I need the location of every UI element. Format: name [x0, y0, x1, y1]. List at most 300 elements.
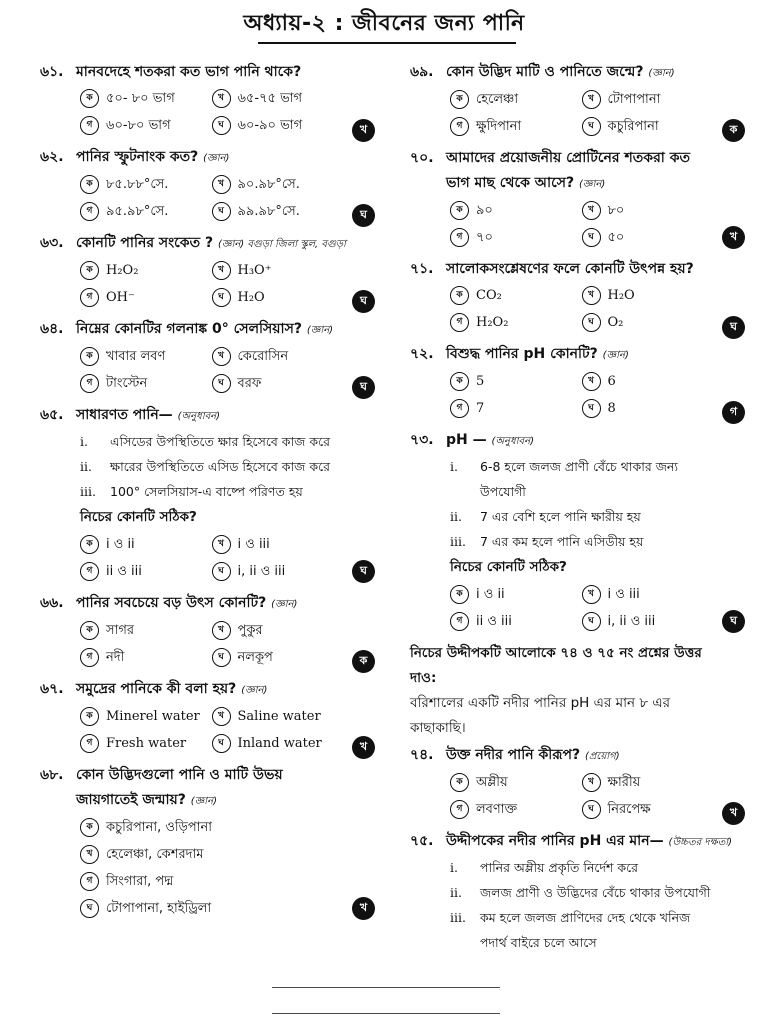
- statement-text: কম হলে জলজ প্রাণিদের দেহ থেকে খনিজ: [480, 910, 691, 925]
- statement-continued: [410, 479, 745, 504]
- option-text: পুকুর: [237, 623, 263, 638]
- question-text: সালোকসংশ্লেষণের ফলে কোনটি উৎপন্ন হয়?: [446, 261, 694, 277]
- option-text: ৯৫.৯৮°সে.: [106, 204, 169, 219]
- question-stem: বিশুদ্ধ পানির pH কোনটি?: [446, 346, 598, 362]
- option-letter: ক: [80, 707, 99, 726]
- answer-badge: ঘ: [352, 376, 375, 399]
- cognitive-tag: (জ্ঞান): [602, 350, 629, 361]
- stimulus-block: [410, 641, 745, 741]
- question-text: আমাদের প্রয়োজনীয় প্রোটিনের শতকরা কত: [446, 150, 691, 166]
- question-text: [76, 317, 375, 343]
- option-gha[interactable]: [212, 370, 344, 397]
- option-text: ক্ষুদিপানা: [476, 119, 522, 134]
- answer-badge: ঘ: [722, 610, 745, 633]
- option-kha[interactable]: [582, 769, 714, 796]
- option-ka[interactable]: [450, 581, 582, 608]
- option-text: নলকূপ: [237, 650, 273, 665]
- option-ka[interactable]: [450, 368, 582, 395]
- question-text: [446, 60, 745, 86]
- statement: [410, 880, 745, 905]
- statement-text: পদার্থ বাইরে চলে আসে: [480, 935, 597, 950]
- statement: [410, 905, 745, 930]
- question-text: কোন উদ্ভিদগুলো পানি ও মাটি উভয়: [76, 767, 283, 783]
- option-letter: গ: [80, 734, 99, 753]
- answer-badge: খ: [352, 119, 375, 142]
- option-letter: ঘ: [212, 648, 231, 667]
- option-gha[interactable]: [212, 730, 344, 757]
- option-letter: ঘ: [80, 899, 99, 918]
- stimulus-text: বরিশালের একটি নদীর পানির pH এর মান ৮ এর: [410, 695, 671, 711]
- option-gha[interactable]: [212, 198, 344, 225]
- question-text: [76, 145, 375, 171]
- question-number: ৬৩.: [40, 235, 64, 251]
- question-64: [40, 317, 375, 397]
- option-kha[interactable]: [212, 617, 344, 644]
- option-text: Minerel water: [106, 709, 200, 724]
- option-text: 8: [607, 401, 616, 416]
- option-kha[interactable]: [582, 581, 714, 608]
- option-ga[interactable]: [80, 370, 212, 397]
- cognitive-tag: (জ্ঞান): [578, 179, 606, 190]
- option-letter: খ: [582, 90, 601, 109]
- question-text: মানবদেহে শতকরা কত ভাগ পানি থাকে?: [76, 64, 302, 80]
- option-letter: গ: [450, 612, 469, 631]
- stimulus-instruction: নিচের উদ্দীপকটি আলোকে ৭৪ ও ৭৫ নং প্রশ্নের উত্তর: [410, 645, 702, 661]
- option-letter: গ: [450, 399, 469, 418]
- statement-text: এসিডের উপস্থিতিতে ক্ষার হিসেবে কাজ করে: [110, 434, 330, 449]
- option-ka[interactable]: [80, 257, 212, 284]
- statement-text: পানির অম্লীয় প্রকৃতি নির্দেশ করে: [480, 860, 639, 875]
- option-gha[interactable]: [212, 644, 344, 671]
- statement: [410, 855, 745, 880]
- question-stem: পানির সবচেয়ে বড় উৎস কোনটি?: [76, 595, 267, 611]
- option-ka[interactable]: [80, 531, 212, 558]
- option-text: সাগর: [106, 623, 135, 638]
- question-number: ৬১.: [40, 64, 64, 80]
- option-kha[interactable]: [80, 841, 375, 868]
- option-ka[interactable]: [450, 282, 582, 309]
- option-ga[interactable]: [450, 608, 582, 635]
- question-67: [40, 677, 375, 757]
- option-text: নিরপেক্ষ: [607, 802, 651, 817]
- question-number: ৬৭.: [40, 681, 64, 697]
- option-text: Fresh water: [106, 736, 187, 751]
- answer-badge: ক: [352, 650, 375, 673]
- option-kha[interactable]: [582, 86, 714, 113]
- statement-number: iii.: [80, 484, 96, 499]
- statement-number: iii.: [450, 910, 466, 925]
- option-letter: ক: [450, 90, 469, 109]
- statement-number: ii.: [450, 509, 462, 524]
- option-text: ৯০: [476, 203, 493, 218]
- option-text: কচুরিপানা, ওড়িপানা: [106, 820, 213, 835]
- option-text: বরফ: [237, 376, 262, 391]
- option-ka[interactable]: [450, 197, 582, 224]
- question-69: [410, 60, 745, 140]
- option-letter: গ: [80, 288, 99, 307]
- cognitive-tag: (প্রয়োগ): [584, 751, 620, 762]
- chapter-title: অধ্যায়-২ : জীবনের জন্য পানি: [243, 11, 525, 36]
- option-letter: ঘ: [582, 612, 601, 631]
- stimulus-instruction-continued: দাও:: [410, 670, 437, 686]
- answer-badge: ঘ: [722, 316, 745, 339]
- option-text: 6: [607, 374, 616, 389]
- question-75: [410, 829, 745, 955]
- option-gha[interactable]: [582, 224, 714, 251]
- option-ka[interactable]: [80, 171, 212, 198]
- option-letter: গ: [80, 116, 99, 135]
- option-kha[interactable]: [212, 343, 344, 370]
- question-68: [40, 763, 375, 922]
- answer-badge: গ: [722, 401, 745, 424]
- option-text: সিংগারা, পদ্ম: [106, 874, 174, 889]
- option-gha[interactable]: [582, 395, 714, 422]
- option-text: লবণাক্ত: [476, 802, 518, 817]
- cognitive-tag: (জ্ঞান): [190, 796, 218, 807]
- option-text: ৯৯.৯৮°সে.: [237, 204, 300, 219]
- option-text: টাংস্টেন: [106, 376, 148, 391]
- option-kha[interactable]: [212, 171, 344, 198]
- option-letter: ক: [80, 89, 99, 108]
- statement-number: i.: [80, 434, 88, 449]
- option-text: হেলেঞ্চা, কেশরদাম: [106, 847, 204, 862]
- question-text: [446, 342, 745, 368]
- question-70: [410, 146, 745, 251]
- option-text: H₂O₂: [106, 263, 139, 278]
- option-letter: ক: [450, 773, 469, 792]
- sub-question: নিচের কোনটি সঠিক?: [450, 559, 567, 575]
- cognitive-tag: (উচ্চতর দক্ষতা): [668, 837, 733, 848]
- question-text-continued: [410, 171, 745, 197]
- option-gha[interactable]: [582, 608, 714, 635]
- option-letter: খ: [582, 372, 601, 391]
- option-gha[interactable]: [80, 895, 375, 922]
- question-number: ৭৩.: [410, 432, 434, 448]
- stimulus-text-continued: কাছাকাছি।: [410, 720, 466, 736]
- question-number: ৬২.: [40, 149, 64, 165]
- option-text: কেরোসিন: [237, 349, 289, 364]
- option-text: ৭০: [476, 230, 493, 245]
- option-ka[interactable]: [80, 85, 212, 112]
- statement-text: 7 এর বেশি হলে পানি ক্ষারীয় হয়: [480, 509, 641, 524]
- question-stem: সমুদ্রের পানিকে কী বলা হয়?: [76, 681, 237, 697]
- option-letter: ঘ: [582, 800, 601, 819]
- option-text: হেলেঞ্চা: [476, 92, 519, 107]
- statement: [410, 529, 745, 554]
- answer-badge: খ: [722, 802, 745, 825]
- option-ga[interactable]: [80, 284, 212, 311]
- statement-number: ii.: [450, 885, 462, 900]
- footer-link-bottom-rule: [272, 1013, 500, 1014]
- question-number: ৬৮.: [40, 767, 64, 783]
- option-letter: ঘ: [212, 734, 231, 753]
- cognitive-tag: (অনুধাবন): [491, 436, 534, 447]
- option-kha[interactable]: [582, 197, 714, 224]
- right-column: [410, 60, 745, 961]
- option-letter: ক: [80, 818, 99, 837]
- option-letter: ঘ: [582, 399, 601, 418]
- statement-text: 100° সেলসিয়াস-এ বাষ্পে পরিণত হয়: [110, 484, 303, 499]
- question-stem: pH —: [446, 432, 487, 448]
- option-text: টোপাপানা, হাইড্রিলা: [106, 901, 212, 916]
- option-letter: খ: [212, 535, 231, 554]
- question-text: [446, 428, 745, 454]
- option-letter: খ: [582, 286, 601, 305]
- question-71: [410, 257, 745, 336]
- question-stem: কোনটি পানির সংকেত ?: [76, 235, 214, 251]
- option-letter: গ: [80, 202, 99, 221]
- left-column: [40, 60, 375, 928]
- title-underline: [258, 42, 516, 44]
- option-text: অম্লীয়: [476, 775, 508, 790]
- question-stem: উক্ত নদীর পানি কীরূপ?: [446, 747, 581, 763]
- option-gha[interactable]: [582, 309, 714, 336]
- cognitive-tag: (জ্ঞান): [306, 325, 334, 336]
- question-number: ৭১.: [410, 261, 434, 277]
- statement: [410, 504, 745, 529]
- option-letter: খ: [582, 585, 601, 604]
- option-ga[interactable]: [450, 796, 582, 823]
- option-letter: খ: [212, 89, 231, 108]
- option-text: ৮৫.৮৮°সে.: [106, 177, 169, 192]
- option-gha[interactable]: [212, 112, 344, 139]
- option-letter: ঘ: [582, 117, 601, 136]
- statement-number: i.: [450, 459, 458, 474]
- option-ka[interactable]: [80, 617, 212, 644]
- question-72: [410, 342, 745, 422]
- option-ga[interactable]: [450, 395, 582, 422]
- option-letter: ক: [80, 261, 99, 280]
- option-letter: গ: [450, 228, 469, 247]
- option-letter: ঘ: [212, 374, 231, 393]
- option-text: ৮০: [607, 203, 625, 218]
- question-number: ৭৪.: [410, 747, 434, 763]
- option-letter: ঘ: [212, 202, 231, 221]
- answer-badge: ঘ: [352, 204, 375, 227]
- question-61: [40, 60, 375, 139]
- question-text: [76, 677, 375, 703]
- statement-number: ii.: [80, 459, 92, 474]
- statement-number: i.: [450, 860, 458, 875]
- option-text: ৯০.৯৮°সে.: [237, 177, 300, 192]
- question-text: [446, 743, 745, 769]
- question-number: ৭২.: [410, 346, 434, 362]
- option-kha[interactable]: [212, 531, 344, 558]
- option-kha[interactable]: [582, 282, 714, 309]
- question-number: ৬৪.: [40, 321, 64, 337]
- question-number: ৬৬.: [40, 595, 64, 611]
- option-letter: গ: [80, 374, 99, 393]
- option-letter: খ: [582, 201, 601, 220]
- question-stem: পানির স্ফুটনাংক কত?: [76, 149, 199, 165]
- statement: [40, 479, 375, 504]
- option-kha[interactable]: [212, 703, 344, 730]
- statement-text: 6-8 হলে জলজ প্রাণী বেঁচে থাকার জন্য: [480, 459, 678, 474]
- question-text: [76, 231, 375, 257]
- option-kha[interactable]: [212, 85, 344, 112]
- statement-text: ক্ষারের উপস্থিতিতে এসিড হিসেবে কাজ করে: [110, 459, 330, 474]
- question-text: [76, 403, 375, 429]
- question-stem: নিম্নের কোনটির গলনাঙ্ক 0° সেলসিয়াস?: [76, 321, 302, 337]
- option-gha[interactable]: [212, 558, 344, 585]
- option-letter: ক: [450, 286, 469, 305]
- option-letter: খ: [582, 773, 601, 792]
- option-gha[interactable]: [582, 796, 714, 823]
- option-ga[interactable]: [80, 112, 212, 139]
- option-letter: ক: [80, 347, 99, 366]
- option-kha[interactable]: [212, 257, 344, 284]
- question-text: [446, 829, 745, 855]
- question-number: ৭০.: [410, 150, 434, 166]
- option-letter: ক: [450, 372, 469, 391]
- option-text: Inland water: [237, 736, 322, 751]
- option-text: ক্ষারীয়: [607, 775, 641, 790]
- question-73: [410, 428, 745, 635]
- cognitive-tag: (জ্ঞান): [241, 685, 268, 696]
- option-gha[interactable]: [212, 284, 344, 311]
- question-62: [40, 145, 375, 225]
- answer-badge: খ: [722, 226, 745, 249]
- question-stem: উদ্দীপকের নদীর পানির pH এর মান—: [446, 833, 664, 849]
- sub-question: নিচের কোনটি সঠিক?: [80, 509, 197, 525]
- option-ka[interactable]: [450, 86, 582, 113]
- answer-badge: খ: [352, 897, 375, 920]
- option-ga[interactable]: [80, 644, 212, 671]
- option-text: 7: [476, 401, 485, 416]
- statement-text: 7 এর কম হলে পানি এসিডীয় হয়: [480, 534, 644, 549]
- option-text: H₂O: [237, 290, 265, 305]
- cognitive-tag: (জ্ঞান) বগুড়া জিলা স্কুল, বগুড়া: [217, 239, 346, 250]
- option-gha[interactable]: [582, 113, 714, 140]
- option-kha[interactable]: [582, 368, 714, 395]
- cognitive-tag: (জ্ঞান): [648, 68, 675, 79]
- question-number: ৬৯.: [410, 64, 434, 80]
- question-text-continued: [40, 788, 375, 814]
- option-letter: গ: [450, 313, 469, 332]
- option-text: H₂O₂: [476, 315, 509, 330]
- question-66: [40, 591, 375, 671]
- option-letter: গ: [450, 117, 469, 136]
- question-number: ৬৫.: [40, 407, 64, 423]
- statement-text: উপযোগী: [480, 484, 526, 499]
- question-63: [40, 231, 375, 311]
- option-text: i ও iii: [607, 587, 640, 602]
- option-text: i ও ii: [106, 537, 135, 552]
- option-letter: ঘ: [582, 228, 601, 247]
- question-stem: ভাগ মাছ থেকে আসে?: [446, 175, 575, 191]
- cognitive-tag: (অনুধাবন): [177, 411, 221, 422]
- option-letter: খ: [212, 707, 231, 726]
- question-number: ৭৫.: [410, 833, 434, 849]
- option-text: Saline water: [237, 709, 321, 724]
- statement: [40, 454, 375, 479]
- option-letter: ক: [80, 535, 99, 554]
- option-letter: ঘ: [582, 313, 601, 332]
- option-letter: ক: [80, 621, 99, 640]
- question-stem: কোন উদ্ভিদ মাটি ও পানিতে জন্মে?: [446, 64, 644, 80]
- option-text: H₃O⁺: [237, 263, 272, 278]
- option-text: ৫০- ৮০ ভাগ: [106, 91, 175, 106]
- option-ka[interactable]: [80, 703, 212, 730]
- cognitive-tag: (জ্ঞান): [271, 599, 298, 610]
- option-letter: গ: [80, 562, 99, 581]
- option-text: ৬০-৮০ ভাগ: [106, 118, 171, 133]
- option-text: ৫০: [607, 230, 625, 245]
- option-text: OH⁻: [106, 290, 135, 305]
- option-text: 5: [476, 374, 485, 389]
- answer-badge: ঘ: [352, 290, 375, 313]
- option-ga[interactable]: [80, 558, 212, 585]
- option-letter: খ: [212, 621, 231, 640]
- answer-badge: ঘ: [352, 560, 375, 583]
- option-text: i ও ii: [476, 587, 505, 602]
- option-ka[interactable]: [80, 343, 212, 370]
- option-text: ৬০-৯০ ভাগ: [237, 118, 303, 133]
- option-ga[interactable]: [80, 868, 375, 895]
- option-text: কচুরিপানা: [607, 119, 659, 134]
- option-letter: ক: [450, 201, 469, 220]
- answer-badge: ক: [722, 119, 745, 142]
- option-text: টোপাপানা: [607, 92, 661, 107]
- option-ka[interactable]: [450, 769, 582, 796]
- question-text: [76, 591, 375, 617]
- question-65: [40, 403, 375, 585]
- footer-link-top-rule: [272, 987, 500, 988]
- option-letter: ঘ: [212, 562, 231, 581]
- statement: [40, 429, 375, 454]
- option-letter: খ: [212, 347, 231, 366]
- option-letter: ঘ: [212, 288, 231, 307]
- statement-text: জলজ প্রাণী ও উদ্ভিদের বেঁচে থাকার উপযোগী: [480, 885, 711, 900]
- question-74: [410, 743, 745, 823]
- option-letter: ক: [450, 585, 469, 604]
- question-stem: সাধারণত পানি—: [76, 407, 173, 423]
- option-text: ii ও iii: [476, 614, 512, 629]
- option-letter: খ: [80, 845, 99, 864]
- option-text: খাবার লবণ: [106, 349, 166, 364]
- statement-continued: [410, 930, 745, 955]
- option-letter: খ: [212, 261, 231, 280]
- option-text: i ও iii: [237, 537, 270, 552]
- option-text: H₂O: [607, 288, 635, 303]
- option-ga[interactable]: [450, 113, 582, 140]
- option-ga[interactable]: [80, 198, 212, 225]
- option-letter: খ: [212, 175, 231, 194]
- option-letter: গ: [80, 872, 99, 891]
- option-text: নদী: [106, 650, 125, 665]
- statement: [410, 454, 745, 479]
- statement-number: iii.: [450, 534, 466, 549]
- option-ka[interactable]: [80, 814, 375, 841]
- option-text: CO₂: [476, 288, 502, 303]
- option-text: i, ii ও iii: [607, 614, 656, 629]
- answer-badge: খ: [352, 736, 375, 759]
- option-letter: গ: [80, 648, 99, 667]
- question-stem: জায়গাতেই জন্মায়?: [76, 792, 186, 808]
- option-ga[interactable]: [80, 730, 212, 757]
- option-letter: ঘ: [212, 116, 231, 135]
- cognitive-tag: (জ্ঞান): [203, 153, 230, 164]
- option-text: i, ii ও iii: [237, 564, 286, 579]
- footer-link-box[interactable]: [272, 985, 500, 1017]
- option-text: ii ও iii: [106, 564, 142, 579]
- option-letter: গ: [450, 800, 469, 819]
- option-letter: ক: [80, 175, 99, 194]
- option-text: O₂: [607, 315, 624, 330]
- option-ga[interactable]: [450, 309, 582, 336]
- option-ga[interactable]: [450, 224, 582, 251]
- option-text: ৬৫-৭৫ ভাগ: [237, 91, 303, 106]
